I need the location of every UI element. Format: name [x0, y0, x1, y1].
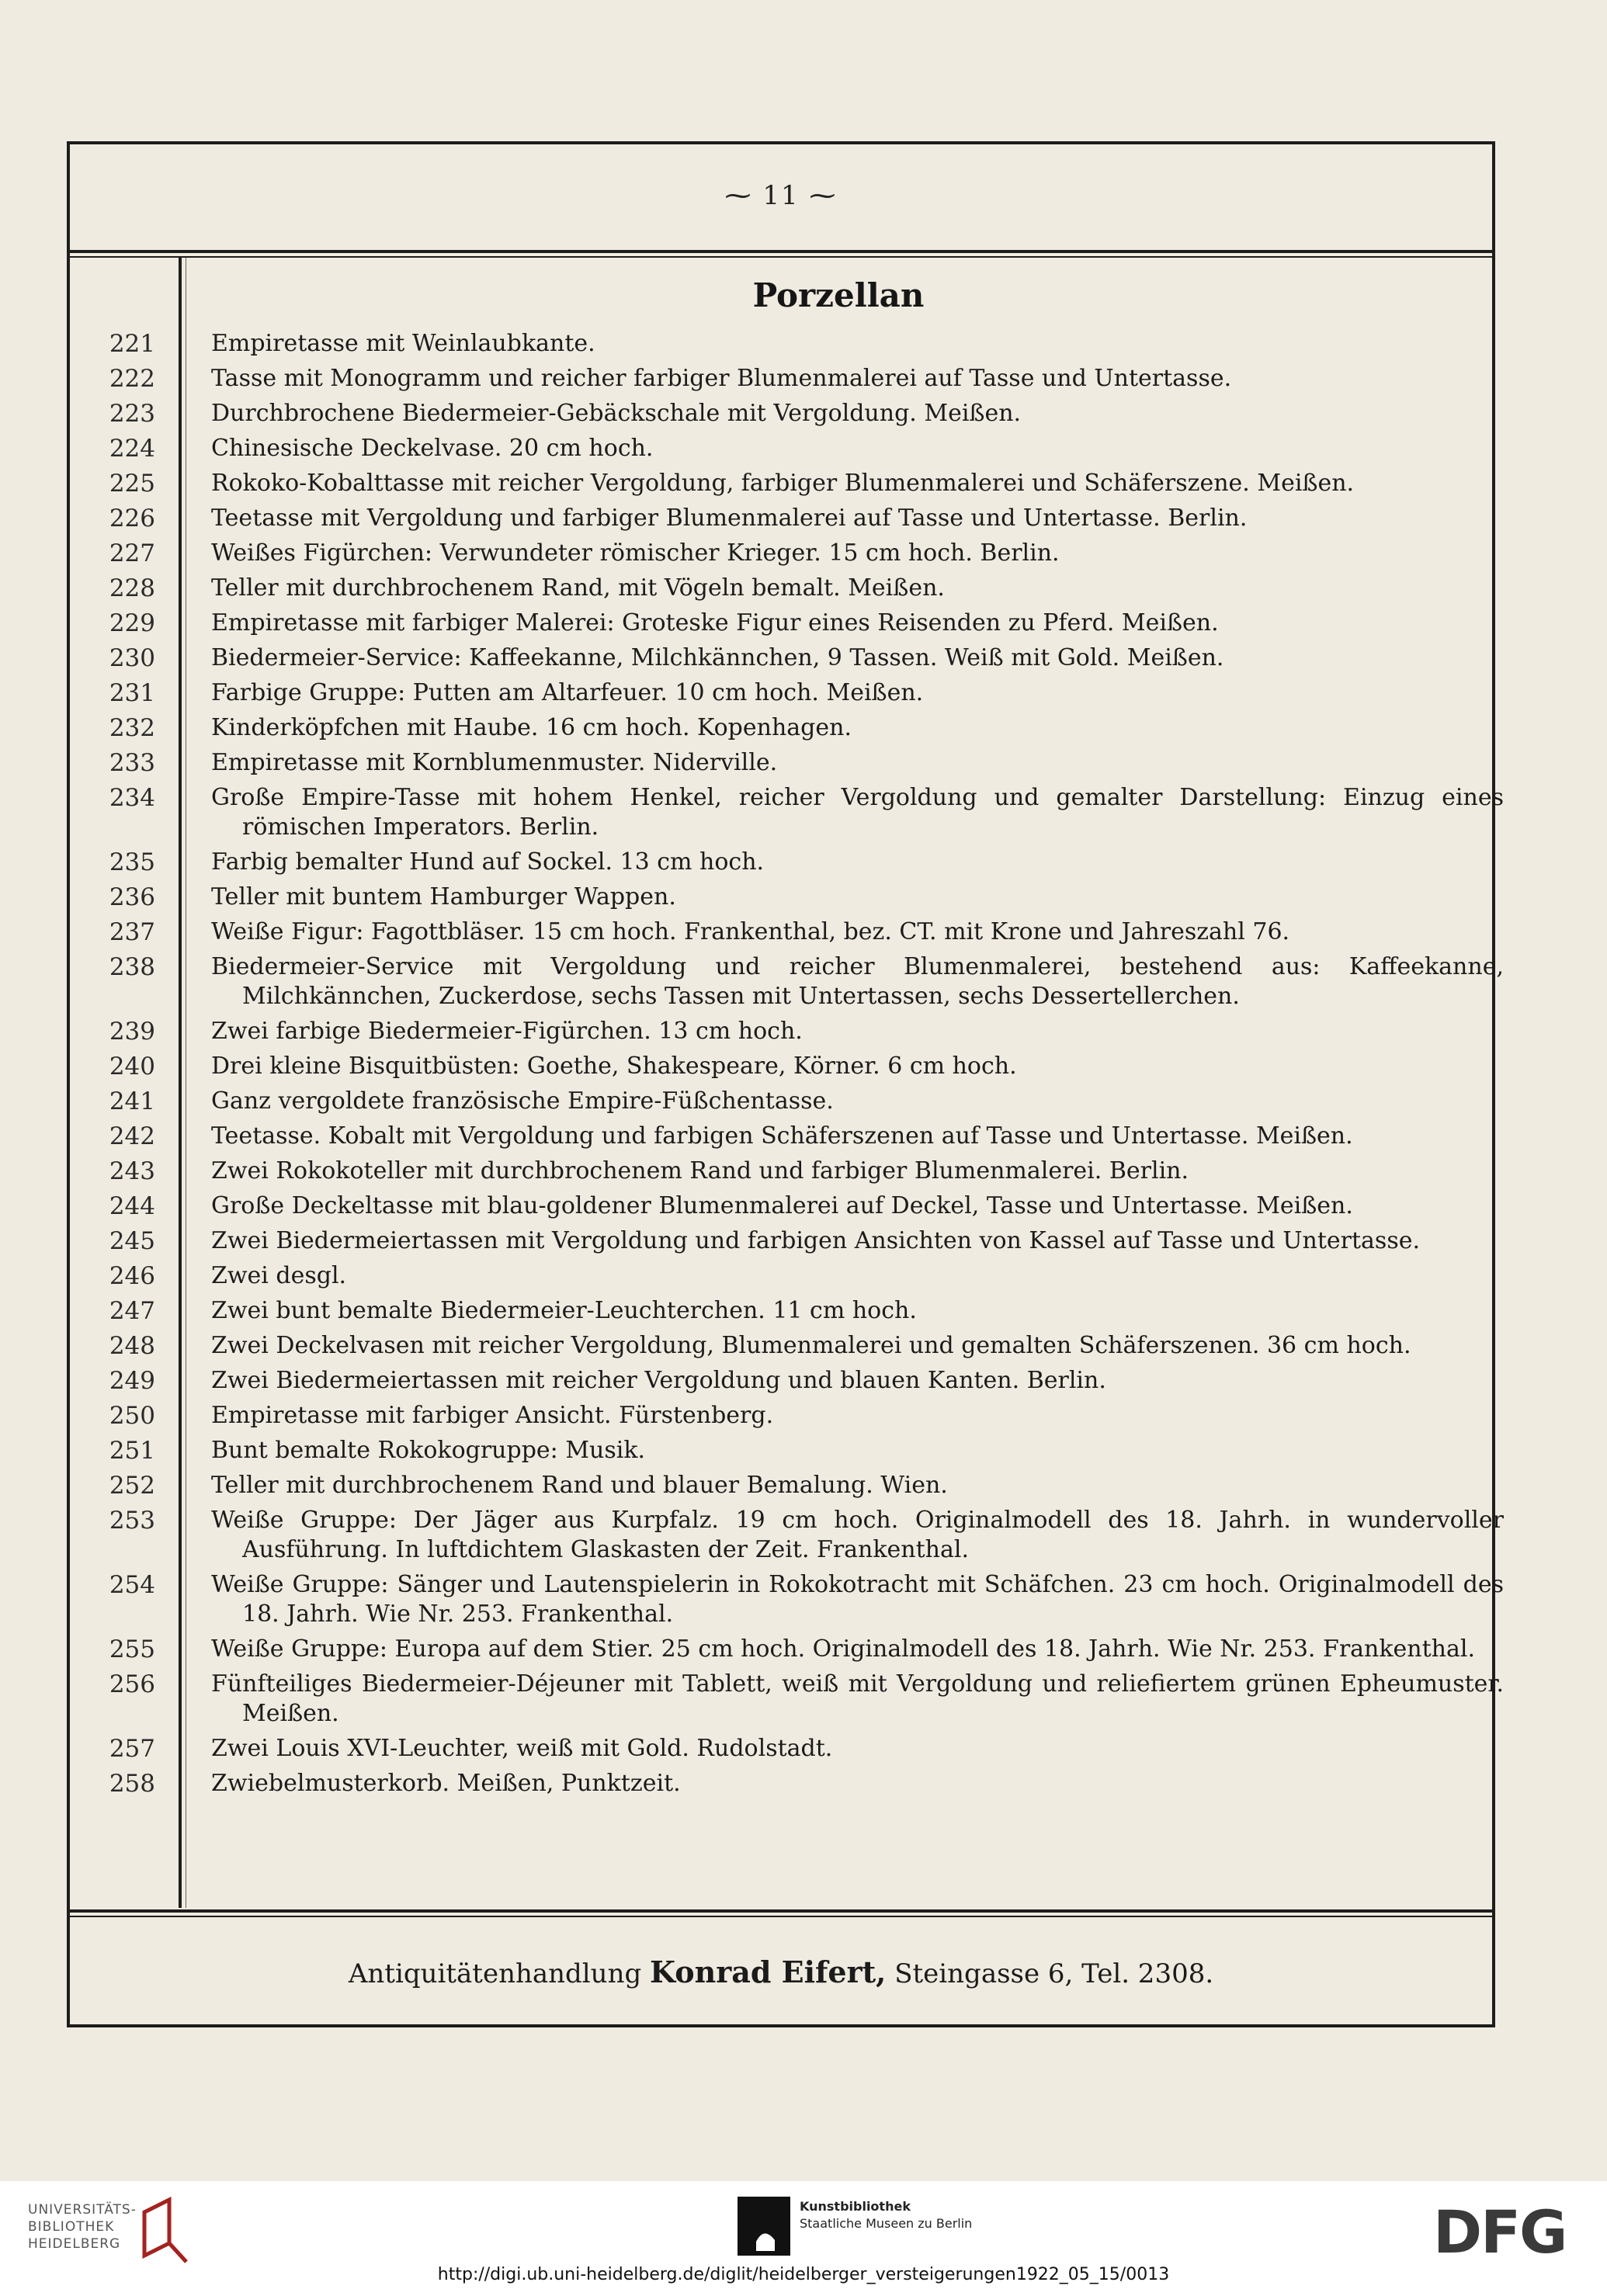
lot-number: 222 [109, 365, 155, 393]
lot-number: 228 [109, 574, 155, 602]
lot-number: 245 [109, 1227, 155, 1255]
lot-entry [0, 1635, 1607, 1664]
lot-description: Teller mit buntem Hamburger Wappen. [211, 883, 676, 910]
lot-entry [0, 1670, 1607, 1729]
lot-entry [0, 574, 1607, 603]
lot-description: Chinesische Deckelvase. 20 cm hoch. [211, 435, 654, 462]
lot-number: 223 [109, 400, 155, 428]
lot-entry [0, 504, 1607, 533]
lot-description: Biedermeier-Service mit Vergoldung und reicher Blumenmalerei, bestehend aus: Kaffeekanne, Milchkännchen, Zuckerdose, sechs Tassen mit Untertassen, sechs Dessertellerchen. [211, 953, 1504, 1010]
lot-entry [0, 1366, 1607, 1396]
lot-description: Weiße Figur: Fagottbläser. 15 cm hoch. Frankenthal, bez. CT. mit Krone und Jahreszahl 76. [211, 918, 1290, 945]
lot-number: 234 [109, 784, 155, 812]
lot-number: 241 [109, 1087, 155, 1115]
lot-entry [0, 609, 1607, 638]
lot-description: Empiretasse mit farbiger Malerei: Groteske Figur eines Reisenden zu Pferd. Meißen. [211, 609, 1219, 636]
library-name [800, 2198, 972, 2232]
lot-description: Weiße Gruppe: Sänger und Lautenspielerin in Rokokotracht mit Schäfchen. 23 cm hoch. Originalmodell des 18. Jahrh. Wie Nr. 253. Frankenthal. [211, 1571, 1504, 1628]
lot-description: Zwei Rokokoteller mit durchbrochenem Rand und farbiger Blumenmalerei. Berlin. [211, 1157, 1189, 1184]
lot-number: 249 [109, 1367, 155, 1395]
lot-entry [0, 1226, 1607, 1256]
lot-list [0, 329, 1607, 1804]
lot-entry [0, 1191, 1607, 1221]
lot-number: 242 [109, 1122, 155, 1150]
university-name: UNIVERSITÄTS- BIBLIOTHEK HEIDELBERG [28, 2202, 137, 2252]
lot-number: 243 [109, 1157, 155, 1185]
lot-description: Farbige Gruppe: Putten am Altarfeuer. 10 cm hoch. Meißen. [211, 679, 924, 706]
lot-entry [0, 1261, 1607, 1291]
lot-entry [0, 1331, 1607, 1361]
header-divider-thin [67, 256, 1495, 258]
lot-number: 253 [109, 1507, 155, 1535]
lot-number: 244 [109, 1192, 155, 1220]
lot-number: 258 [109, 1770, 155, 1798]
lot-description: Bunt bemalte Rokokogruppe: Musik. [211, 1437, 646, 1464]
library-subtitle: Staatliche Museen zu Berlin [800, 2216, 973, 2231]
lot-description: Zwei bunt bemalte Biedermeier-Leuchterchen. 11 cm hoch. [211, 1297, 917, 1324]
lot-description: Große Empire-Tasse mit hohem Henkel, reicher Vergoldung und gemalter Darstellung: Einzug eines römischen Imperators. Berlin. [211, 784, 1504, 841]
section-title: Porzellan [752, 276, 925, 314]
lot-entry [0, 1157, 1607, 1186]
lot-number: 239 [109, 1018, 155, 1046]
lot-number: 248 [109, 1332, 155, 1360]
lot-description: Weiße Gruppe: Europa auf dem Stier. 25 cm hoch. Originalmodell des 18. Jahrh. Wie Nr. 253. Frankenthal. [211, 1635, 1476, 1663]
lot-description: Tasse mit Monogramm und reicher farbiger Blumenmalerei auf Tasse und Untertasse. [211, 365, 1232, 392]
lot-number: 240 [109, 1053, 155, 1080]
kunstbibliothek-logo-icon [736, 2195, 792, 2257]
lot-entry [0, 1052, 1607, 1081]
lot-description: Zwei Louis XVI-Leuchter, weiß mit Gold. Rudolstadt. [211, 1735, 833, 1762]
lot-number: 256 [109, 1670, 155, 1698]
lot-entry [0, 643, 1607, 673]
lot-entry [0, 1506, 1607, 1565]
lot-number: 230 [109, 644, 155, 672]
lot-number: 238 [109, 953, 155, 981]
lot-number: 231 [109, 679, 155, 707]
lot-description: Durchbrochene Biedermeier-Gebäckschale mit Vergoldung. Meißen. [211, 400, 1022, 427]
lot-number: 252 [109, 1472, 155, 1500]
lot-number: 226 [109, 505, 155, 532]
lot-description: Drei kleine Bisquitbüsten: Goethe, Shakespeare, Körner. 6 cm hoch. [211, 1053, 1017, 1080]
lot-number: 233 [109, 749, 155, 777]
lot-entry [0, 1017, 1607, 1046]
lot-description: Empiretasse mit Weinlaubkante. [211, 330, 595, 357]
lot-number: 254 [109, 1571, 155, 1599]
lot-number: 227 [109, 539, 155, 567]
lot-description: Empiretasse mit Kornblumenmuster. Niderville. [211, 749, 778, 776]
lot-number: 251 [109, 1437, 155, 1465]
footer-divider [67, 1909, 1495, 1913]
lot-entry [0, 848, 1607, 877]
dealer-name: Konrad Eifert, [650, 1954, 887, 1989]
lot-description: Zwei farbige Biedermeier-Figürchen. 13 cm hoch. [211, 1018, 803, 1045]
lot-description: Teller mit durchbrochenem Rand und blauer Bemalung. Wien. [211, 1472, 948, 1499]
lot-description: Zwei Deckelvasen mit reicher Vergoldung, Blumenmalerei und gemalten Schäferszenen. 36 cm hoch. [211, 1332, 1411, 1359]
lot-description: Zwiebelmusterkorb. Meißen, Punktzeit. [211, 1770, 681, 1797]
lot-entry [0, 1769, 1607, 1798]
lot-number: 235 [109, 848, 155, 876]
lot-description: Ganz vergoldete französische Empire-Füßchentasse. [211, 1087, 834, 1115]
lot-description: Kinderköpfchen mit Haube. 16 cm hoch. Kopenhagen. [211, 714, 852, 741]
lot-number: 225 [109, 470, 155, 498]
lot-number: 229 [109, 609, 155, 637]
lot-number: 246 [109, 1262, 155, 1290]
lot-entry [0, 917, 1607, 947]
lot-description: Teetasse mit Vergoldung und farbiger Blumenmalerei auf Tasse und Untertasse. Berlin. [211, 505, 1248, 532]
dealer-footer [67, 1954, 1495, 1989]
lot-number: 257 [109, 1735, 155, 1763]
heidelberg-library-logo-icon [138, 2197, 193, 2267]
lot-description: Teller mit durchbrochenem Rand, mit Vögeln bemalt. Meißen. [211, 574, 945, 602]
lot-description: Empiretasse mit farbiger Ansicht. Fürstenberg. [211, 1402, 774, 1429]
lot-entry [0, 713, 1607, 743]
lot-description: Weiße Gruppe: Der Jäger aus Kurpfalz. 19 cm hoch. Originalmodell des 18. Jahrh. in wundervoller Ausführung. In luftdichtem Glaskasten der Zeit. Frankenthal. [211, 1507, 1504, 1563]
page-number: ⁓ 11 ⁓ [724, 180, 838, 211]
lot-entry [0, 1734, 1607, 1764]
lot-number: 221 [109, 330, 155, 358]
lot-entry [0, 1471, 1607, 1500]
source-url[interactable]: http://digi.ub.uni-heidelberg.de/diglit/heidelberger_versteigerungen1922_05_15/0013 [437, 2265, 1170, 2284]
footer-divider-thin [67, 1916, 1495, 1917]
lot-entry [0, 952, 1607, 1011]
lot-number: 255 [109, 1635, 155, 1663]
lot-entry [0, 539, 1607, 568]
lot-entry [0, 883, 1607, 912]
lot-description: Weißes Figürchen: Verwundeter römischer Krieger. 15 cm hoch. Berlin. [211, 539, 1060, 567]
lot-entry [0, 748, 1607, 778]
lot-entry [0, 783, 1607, 842]
lot-entry [0, 469, 1607, 498]
lot-entry [0, 1087, 1607, 1116]
lot-number: 237 [109, 918, 155, 946]
lot-description: Rokoko-Kobalttasse mit reicher Vergoldung, farbiger Blumenmalerei und Schäferszene. Meißen. [211, 470, 1355, 497]
lot-entry [0, 1122, 1607, 1151]
lot-number: 236 [109, 883, 155, 911]
lot-description: Zwei desgl. [211, 1262, 347, 1289]
lot-description: Zwei Biedermeiertassen mit Vergoldung und farbigen Ansichten von Kassel auf Tasse und Untertasse. [211, 1227, 1421, 1254]
lot-description: Fünfteiliges Biedermeier-Déjeuner mit Tablett, weiß mit Vergoldung und reliefiertem grünen Epheumuster. Meißen. [211, 1670, 1504, 1727]
lot-entry [0, 434, 1607, 463]
header-divider [67, 250, 1495, 253]
library-title: Kunstbibliothek [800, 2199, 911, 2214]
lot-entry [0, 1436, 1607, 1465]
lot-entry [0, 1401, 1607, 1431]
lot-entry [0, 1296, 1607, 1326]
lot-number: 232 [109, 714, 155, 742]
lot-entry [0, 1570, 1607, 1629]
lot-entry [0, 329, 1607, 359]
lot-entry [0, 399, 1607, 428]
dealer-address: Steingasse 6, Tel. 2308. [894, 1958, 1214, 1989]
lot-description: Zwei Biedermeiertassen mit reicher Vergoldung und blauen Kanten. Berlin. [211, 1367, 1106, 1394]
footer-prefix: Antiquitätenhandlung [348, 1958, 642, 1989]
lot-description: Teetasse. Kobalt mit Vergoldung und farbigen Schäferszenen auf Tasse und Untertasse. Meißen. [211, 1122, 1353, 1150]
lot-description: Biedermeier-Service: Kaffeekanne, Milchkännchen, 9 Tassen. Weiß mit Gold. Meißen. [211, 644, 1224, 671]
lot-number: 247 [109, 1297, 155, 1325]
lot-number: 250 [109, 1402, 155, 1430]
lot-entry [0, 364, 1607, 394]
lot-entry [0, 678, 1607, 708]
lot-description: Große Deckeltasse mit blau-goldener Blumenmalerei auf Deckel, Tasse und Untertasse. Meißen. [211, 1192, 1353, 1219]
lot-number: 224 [109, 435, 155, 463]
dfg-logo: DFG [1433, 2197, 1567, 2267]
lot-description: Farbig bemalter Hund auf Sockel. 13 cm hoch. [211, 848, 765, 876]
